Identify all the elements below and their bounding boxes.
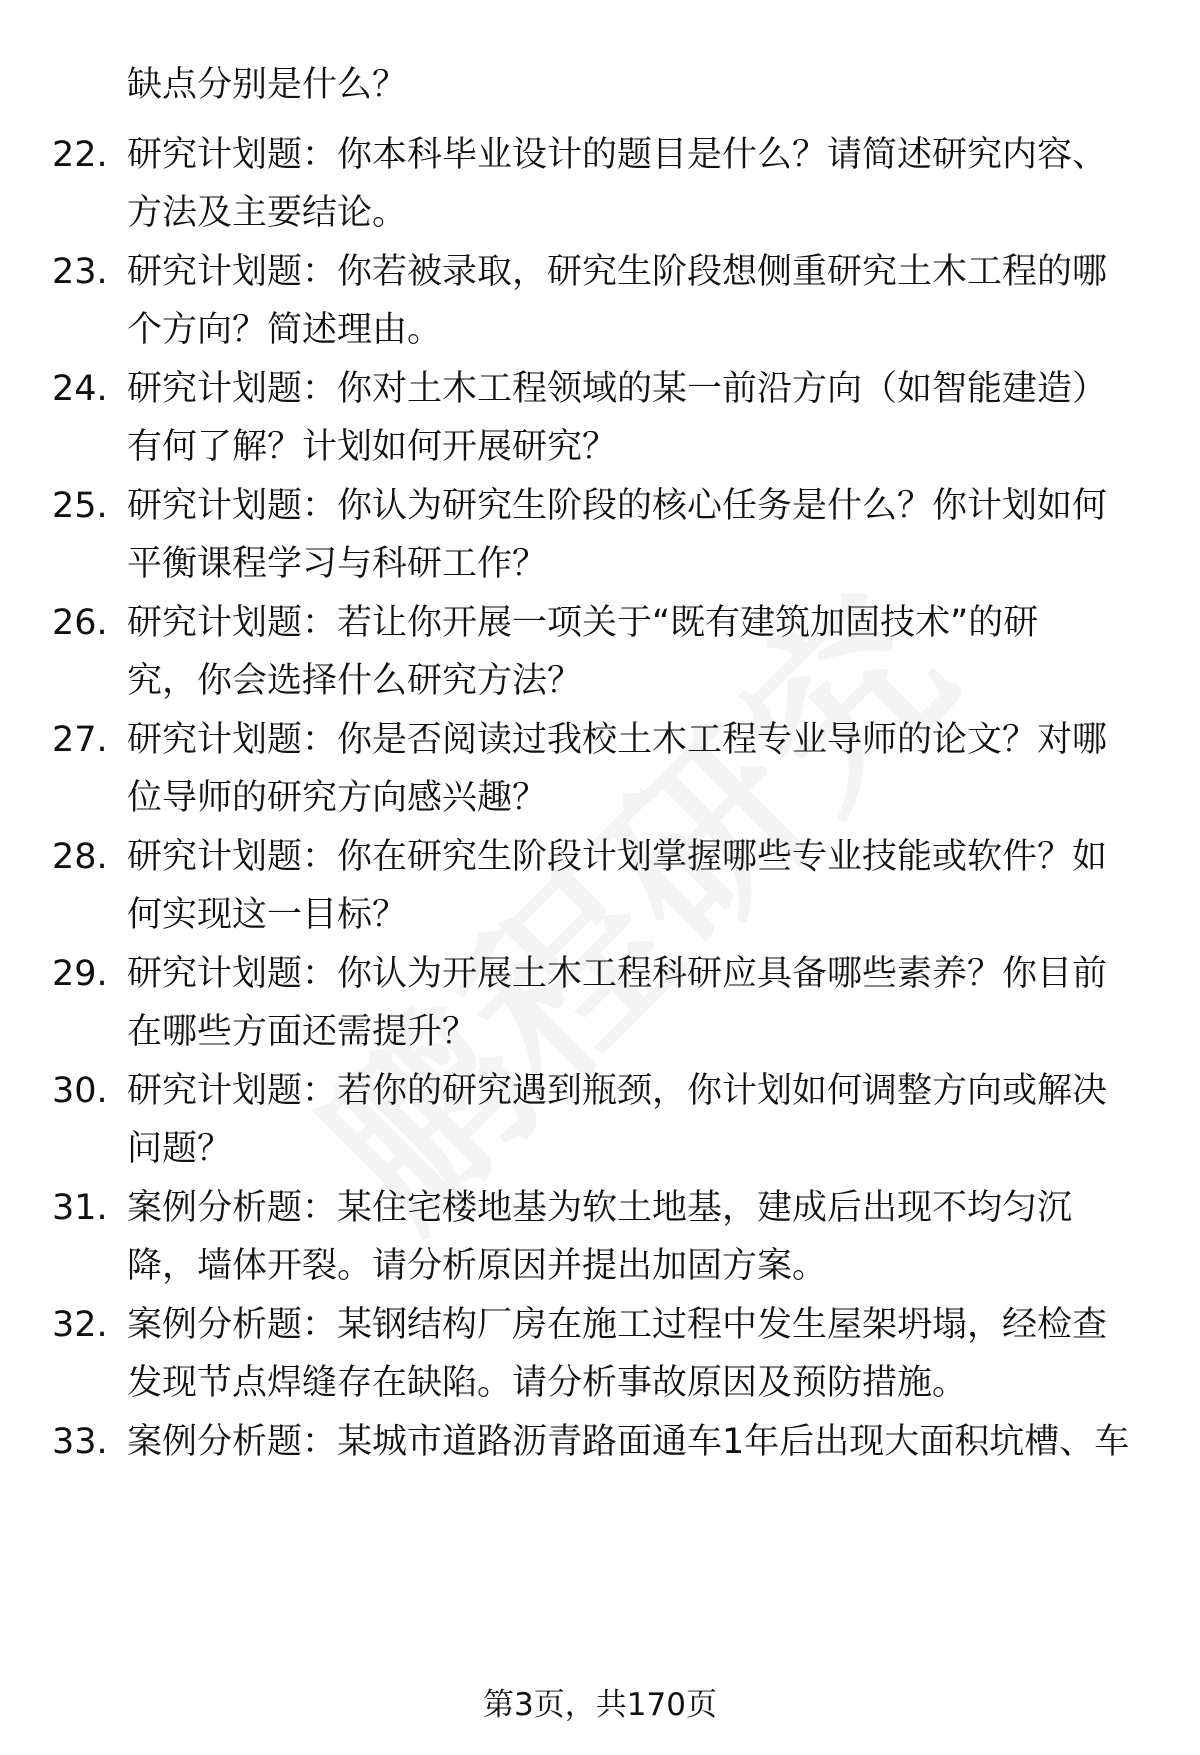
question-item [52,711,1172,827]
question-item [52,1179,1172,1295]
question-text [127,1296,1157,1412]
question-number: 28. [52,837,108,877]
continuation-line: 缺点分别是什么？ [127,65,408,105]
question-text [127,243,1157,359]
question-number: 32. [52,1305,108,1345]
question-line: 研究计划题：你认为开展土木工程科研应具备哪些素养？你目前 [127,954,1108,994]
question-item [52,243,1172,359]
question-text [127,1413,1157,1471]
question-text [127,360,1157,476]
question-line: 研究计划题：你对土木工程领域的某一前沿方向（如智能建造） [127,369,1108,409]
question-number: 26. [52,603,108,643]
question-line: 研究计划题：你若被录取，研究生阶段想侧重研究土木工程的哪 [127,252,1108,292]
question-item [52,594,1172,710]
question-line: 研究计划题：你认为研究生阶段的核心任务是什么？你计划如何 [127,486,1108,526]
question-text [127,1062,1157,1178]
question-number: 27. [52,720,108,760]
question-line: 究，你会选择什么研究方法？ [127,661,583,701]
question-line: 研究计划题：你是否阅读过我校土木工程专业导师的论文？对哪 [127,720,1108,760]
question-line: 研究计划题：你在研究生阶段计划掌握哪些专业技能或软件？如 [127,837,1108,877]
question-line: 发现节点焊缝存在缺陷。请分析事故原因及预防措施。 [127,1363,968,1403]
question-text [127,1179,1157,1295]
question-number: 29. [52,954,108,994]
question-item [52,126,1172,242]
question-item [52,1296,1172,1412]
question-item [52,828,1172,944]
question-line: 研究计划题：若你的研究遇到瓶颈，你计划如何调整方向或解决 [127,1071,1108,1111]
question-line: 位导师的研究方向感兴趣？ [127,778,548,818]
question-line: 方法及主要结论。 [127,193,408,233]
question-item [52,1413,1172,1471]
question-number: 31. [52,1188,108,1228]
question-item [52,945,1172,1061]
page-footer: 第3页，共170页 [483,1687,717,1723]
question-number: 33. [52,1422,108,1462]
question-text [127,594,1157,710]
question-item [52,360,1172,476]
question-text [127,711,1157,827]
question-line: 有何了解？计划如何开展研究？ [127,427,618,467]
question-number: 30. [52,1071,108,1111]
question-line: 个方向？简述理由。 [127,310,443,350]
question-line: 案例分析题：某钢结构厂房在施工过程中发生屋架坍塌，经检查 [127,1305,1108,1345]
question-text [127,828,1157,944]
question-text [127,477,1157,593]
question-line: 研究计划题：你本科毕业设计的题目是什么？请简述研究内容、 [127,135,1108,175]
question-line: 研究计划题：若让你开展一项关于“既有建筑加固技术”的研 [127,603,1039,643]
question-line: 在哪些方面还需提升？ [127,1012,478,1052]
question-item [52,1062,1172,1178]
question-line: 平衡课程学习与科研工作？ [127,544,548,584]
question-line: 案例分析题：某城市道路沥青路面通车1年后出现大面积坑槽、车 [127,1422,1130,1462]
question-item [52,477,1172,593]
question-line: 案例分析题：某住宅楼地基为软土地基，建成后出现不均匀沉 [127,1188,1073,1228]
question-line: 降，墙体开裂。请分析原因并提出加固方案。 [127,1246,828,1286]
question-number: 24. [52,369,108,409]
question-text [127,126,1157,242]
question-line: 问题？ [127,1129,233,1169]
question-line: 何实现这一目标？ [127,895,408,935]
question-number: 22. [52,135,108,175]
question-text [127,945,1157,1061]
question-number: 23. [52,252,108,292]
question-number: 25. [52,486,108,526]
